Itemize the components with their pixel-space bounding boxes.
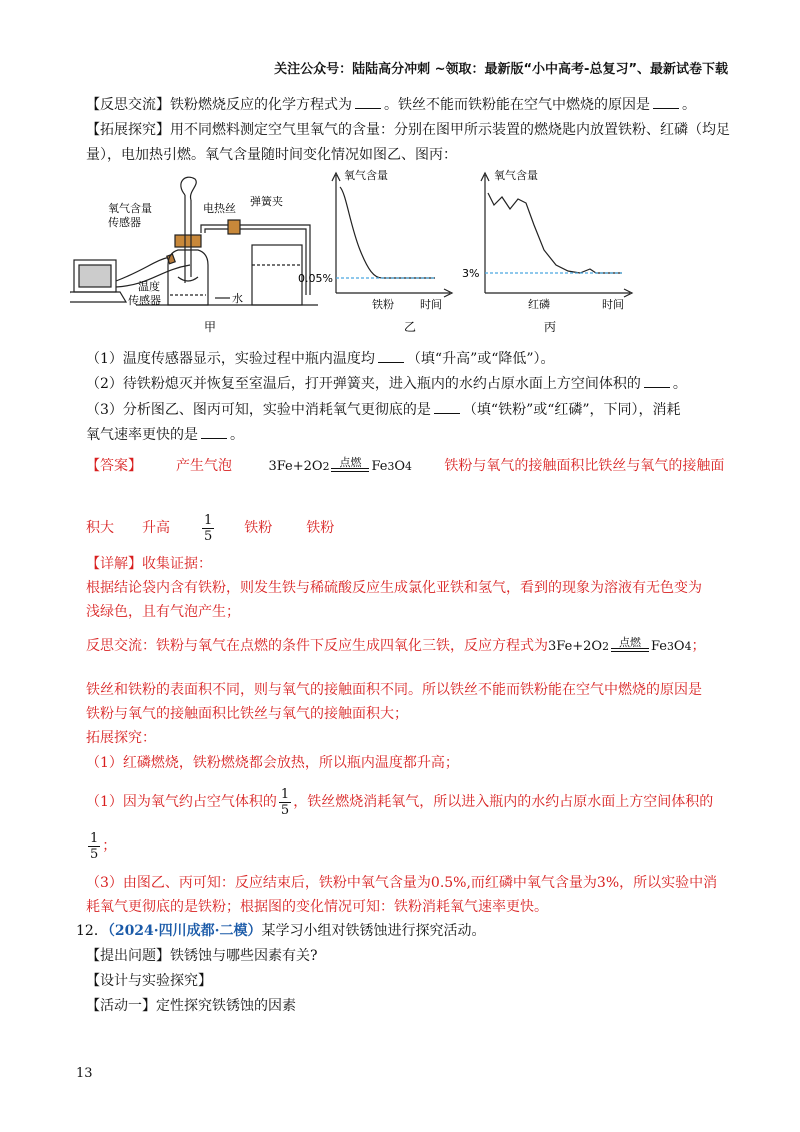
water-label: 水 bbox=[232, 292, 243, 305]
extend-line-1: 【拓展探究】用不同燃料测定空气里氧气的含量：分别在图甲所示装置的燃烧匙内放置铁粉、红磷（均足 bbox=[86, 122, 730, 138]
clamp-icon bbox=[228, 220, 240, 234]
temp-sensor-label: 温度 bbox=[138, 280, 160, 293]
tail-line: 【设计与实验探究】 bbox=[86, 973, 212, 989]
caption-bing: 丙 bbox=[544, 320, 557, 334]
chart-bing bbox=[481, 173, 632, 297]
o2-sensor-label: 氧气含量 bbox=[108, 202, 152, 215]
question-12: 12．（2024·四川成都·二模）某学习小组对铁锈蚀进行探究活动。 bbox=[76, 923, 486, 939]
explain-title: 【详解】收集证据： bbox=[86, 556, 212, 572]
tail-line: 【活动一】定性探究铁锈蚀的因素 bbox=[86, 998, 296, 1014]
page-header: 关注公众号：陆陆高分冲刺 ~领取：最新版“小中高考-总复习”、最新试卷下载 bbox=[274, 62, 728, 77]
tail-line: 【提出问题】铁锈蚀与哪些因素有关? bbox=[86, 948, 318, 964]
explain-line: 铁粉与氧气的接触面积比铁丝与氧气的接触面积大； bbox=[86, 706, 408, 722]
series-iron bbox=[340, 187, 435, 278]
experiment-figure bbox=[70, 165, 650, 340]
bing-xlabel: 时间 bbox=[602, 298, 624, 311]
bing-fuel: 红磷 bbox=[528, 298, 550, 311]
heater-label: 电热丝 bbox=[203, 202, 236, 215]
question-1: （1）温度传感器显示，实验过程中瓶内温度均 （填“升高”或“降低”）。 bbox=[86, 351, 555, 367]
yi-fuel: 铁粉 bbox=[372, 298, 394, 311]
extend-line-2: 量），电加热引燃。氧气含量随时间变化情况如图乙、图丙： bbox=[86, 147, 457, 163]
temp-sensor-label: 传感器 bbox=[128, 294, 161, 307]
explain-line: （1）因为氧气约占空气体积的 $\frac{1}{5}$ ，铁丝燃烧消耗氧气，所以进入瓶内的水约占原水面上方空间体积的 bbox=[86, 786, 714, 818]
laptop-base-icon bbox=[70, 292, 126, 302]
bing-ylabel: 氧气含量 bbox=[494, 169, 538, 182]
cable bbox=[116, 257, 170, 281]
explain-line: 铁丝和铁粉的表面积不同，则与氧气的接触面积不同。所以铁丝不能而铁粉能在空气中燃烧的原因是 bbox=[86, 682, 702, 698]
explain-line: 根据结论袋内含有铁粉，则发生铁与稀硫酸反应生成氯化亚铁和氢气，看到的现象为溶液有无色变为 bbox=[86, 580, 702, 596]
explain-line: 浅绿色，且有气泡产生； bbox=[86, 604, 240, 620]
explain-line: （3）由图乙、丙可知：反应结束后，铁粉中氧气含量为0.5%,而红磷中氧气含量为3%，所以实验中消 bbox=[86, 875, 718, 891]
clamp-label: 弹簧夹 bbox=[250, 195, 283, 208]
yi-level: 0.05% bbox=[298, 272, 333, 285]
explain-line: （1）红磷燃烧，铁粉燃烧都会放热，所以瓶内温度都升高； bbox=[86, 755, 459, 771]
blank bbox=[434, 401, 460, 414]
answer-line: 【答案】 产生气泡 3Fe+2O 2 点燃 Fe 3 O 4 铁粉与氧气的接触面积比铁丝与氧气的接触面 bbox=[86, 456, 724, 486]
chart-yi bbox=[332, 173, 452, 297]
page-number: 13 bbox=[76, 1066, 93, 1081]
caption-yi: 乙 bbox=[404, 320, 417, 334]
explain-line: 反思交流：铁粉与氧气在点燃的条件下反应生成四氧化三铁，反应方程式为 3Fe+2O 2 点燃 Fe 3 O 4 ； bbox=[86, 636, 706, 654]
blank bbox=[355, 96, 381, 109]
question-2: （2）待铁粉熄灭并恢复至室温后，打开弹簧夹，进入瓶内的水约占原水面上方空间体积的 。 bbox=[86, 376, 687, 392]
fraction: $\frac{1}{5}$ bbox=[204, 512, 213, 544]
reflect-line: 【反思交流】铁粉燃烧反应的化学方程式为 。铁丝不能而铁粉能在空气中燃烧的原因是 。 bbox=[86, 97, 696, 113]
yi-ylabel: 氧气含量 bbox=[344, 169, 388, 182]
explain-line: $\frac{1}{5}$ ； bbox=[90, 830, 117, 862]
blank bbox=[201, 426, 227, 439]
blank bbox=[644, 375, 670, 388]
explain-line: 耗氧气更彻底的是铁粉；根据图的变化情况可知：铁粉消耗氧气速率更快。 bbox=[86, 899, 548, 915]
bing-level: 3% bbox=[462, 267, 480, 280]
equation: 3Fe+2O 2 点燃 Fe 3 O 4 bbox=[268, 456, 412, 474]
yi-xlabel: 时间 bbox=[420, 298, 442, 311]
caption-jia: 甲 bbox=[204, 320, 217, 334]
stopper bbox=[175, 235, 201, 247]
answer-line-2: 积大 升高 $\frac{1}{5}$ 铁粉 铁粉 bbox=[86, 512, 335, 544]
series-phosphorus bbox=[488, 193, 622, 273]
beaker bbox=[252, 245, 302, 305]
question-3-cont: 氧气速率更快的是 。 bbox=[86, 427, 244, 443]
blank bbox=[653, 96, 679, 109]
o2-sensor-label: 传感器 bbox=[108, 216, 141, 229]
explain-line: 拓展探究： bbox=[86, 730, 156, 746]
blank bbox=[378, 350, 404, 363]
question-3: （3）分析图乙、图丙可知，实验中消耗氧气更彻底的是 （填“铁粉”或“红磷”，下同），消耗 bbox=[86, 402, 681, 418]
